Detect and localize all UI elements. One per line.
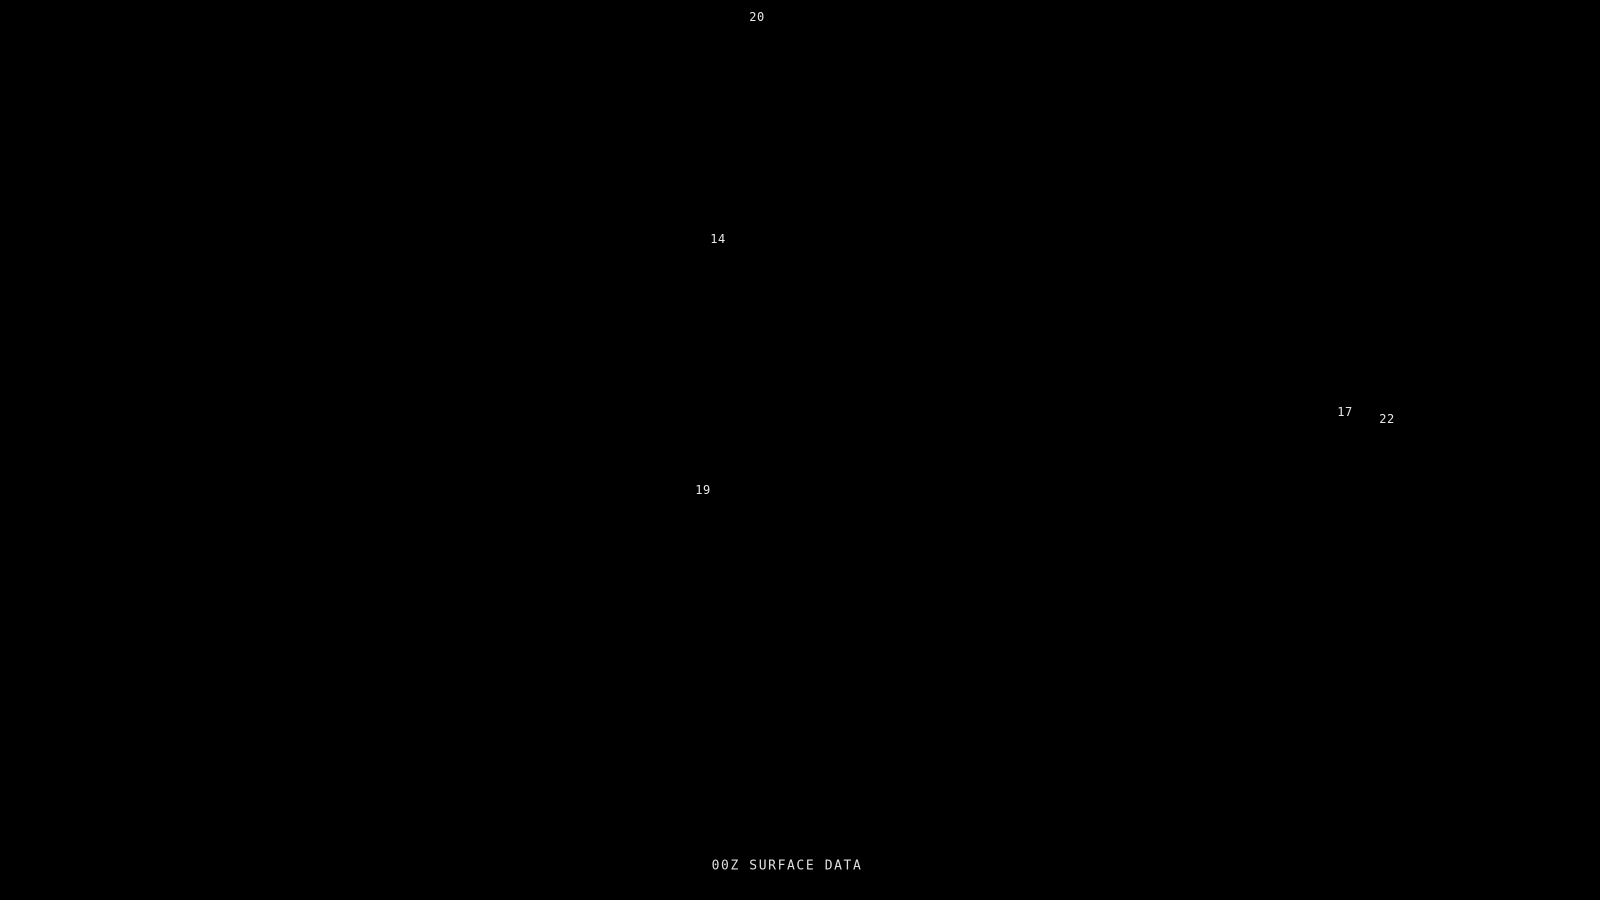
station-observation: 19 bbox=[695, 483, 711, 497]
station-observation: 14 bbox=[710, 232, 726, 246]
station-observation: 22 bbox=[1379, 412, 1395, 426]
station-observation: 20 bbox=[749, 10, 765, 24]
chart-caption: 00Z SURFACE DATA bbox=[711, 858, 863, 874]
station-observation: 17 bbox=[1337, 405, 1353, 419]
